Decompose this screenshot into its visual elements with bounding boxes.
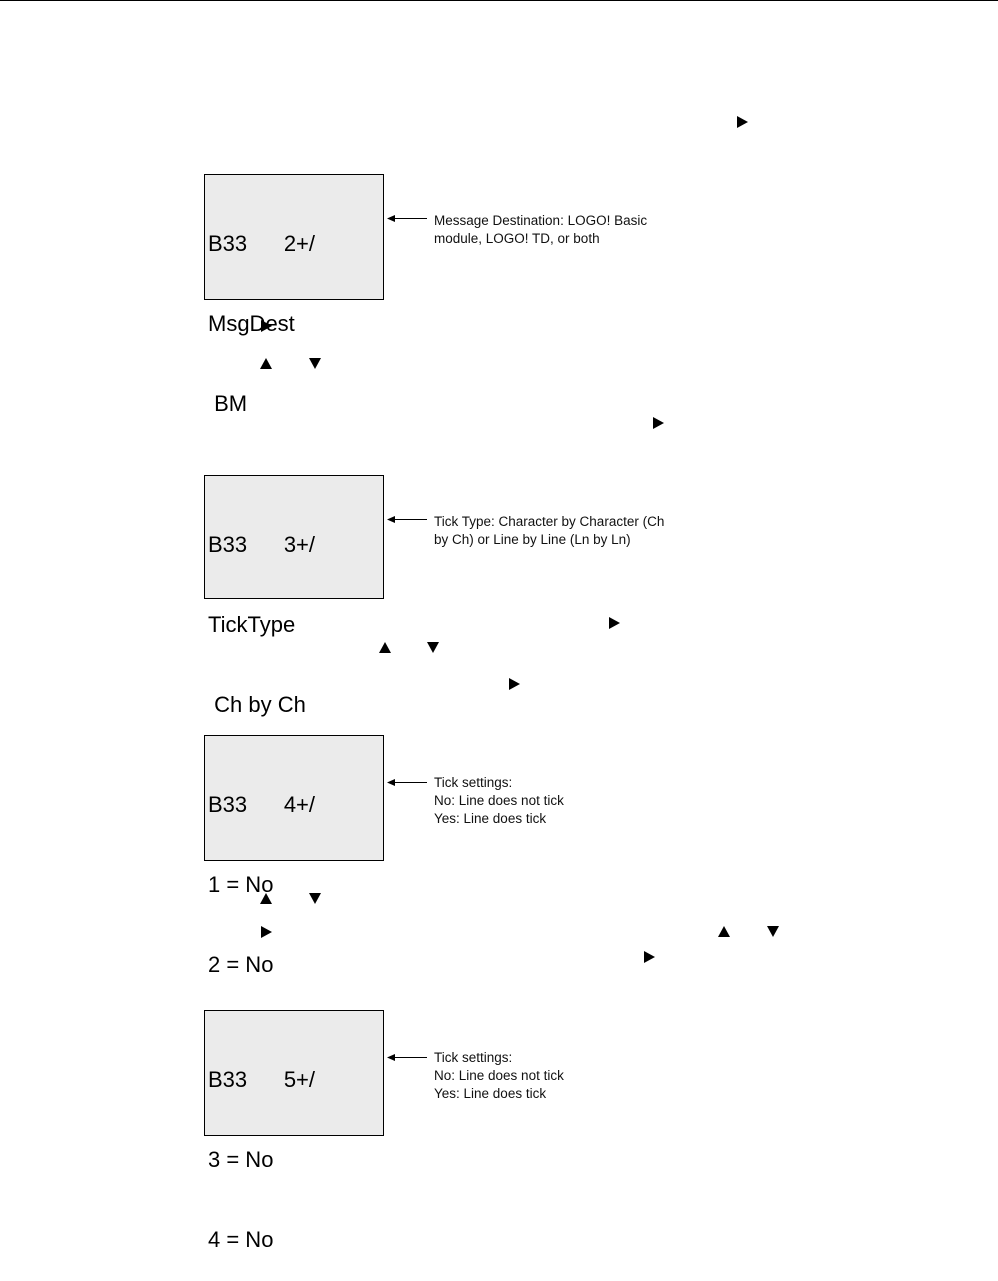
lcd-line: B33 4+/ [208, 792, 316, 817]
right-arrow-key-icon [737, 116, 748, 128]
lcd-line: TickType [208, 612, 296, 637]
lcd-line: BM [208, 391, 248, 416]
down-arrow-key-icon [767, 926, 779, 937]
lcd-line: MsgDest [208, 311, 295, 336]
lcd-line: B33 5+/ [208, 1067, 316, 1092]
lcd-screen-4 [204, 1010, 384, 1252]
right-arrow-key-icon [609, 617, 620, 629]
lcd-line: 3 = No [208, 1147, 274, 1172]
down-arrow-key-icon [309, 893, 321, 904]
callout-arrow [387, 515, 427, 524]
lcd-line: B33 3+/ [208, 532, 316, 557]
down-arrow-key-icon [427, 642, 439, 653]
lcd-screen-3 [204, 735, 384, 977]
callout-arrow [387, 778, 427, 787]
lcd-line: 4 = No [208, 1227, 274, 1252]
lcd-screen-1 [204, 174, 384, 416]
callout-note: Tick settings: No: Line does not tick Yes: Line does tick [434, 1050, 564, 1101]
callout-note: Message Destination: LOGO! Basic module, LOGO! TD, or both [434, 213, 648, 246]
down-arrow-key-icon [309, 358, 321, 369]
right-arrow-key-icon [509, 678, 520, 690]
right-arrow-key-icon [653, 417, 664, 429]
up-arrow-key-icon [379, 642, 391, 653]
lcd-screen-2 [204, 475, 384, 717]
lcd-line: Ch by Ch [208, 692, 306, 717]
callout-note: Tick Type: Character by Character (Ch by Ch) or Line by Line (Ln by Ln) [434, 514, 665, 547]
callout-arrow [387, 1053, 427, 1062]
right-arrow-key-icon [261, 926, 272, 938]
up-arrow-key-icon [260, 893, 272, 904]
right-arrow-key-icon [644, 951, 655, 963]
up-arrow-key-icon [718, 926, 730, 937]
lcd-line: 2 = No [208, 952, 274, 977]
lcd-line: B33 2+/ [208, 231, 316, 256]
lcd-line: 1 = No [208, 872, 274, 897]
up-arrow-key-icon [260, 358, 272, 369]
header-rule [0, 0, 998, 1]
right-arrow-key-icon [261, 320, 272, 332]
callout-note: Tick settings: No: Line does not tick Yes: Line does tick [434, 775, 564, 826]
callout-arrow [387, 214, 427, 223]
